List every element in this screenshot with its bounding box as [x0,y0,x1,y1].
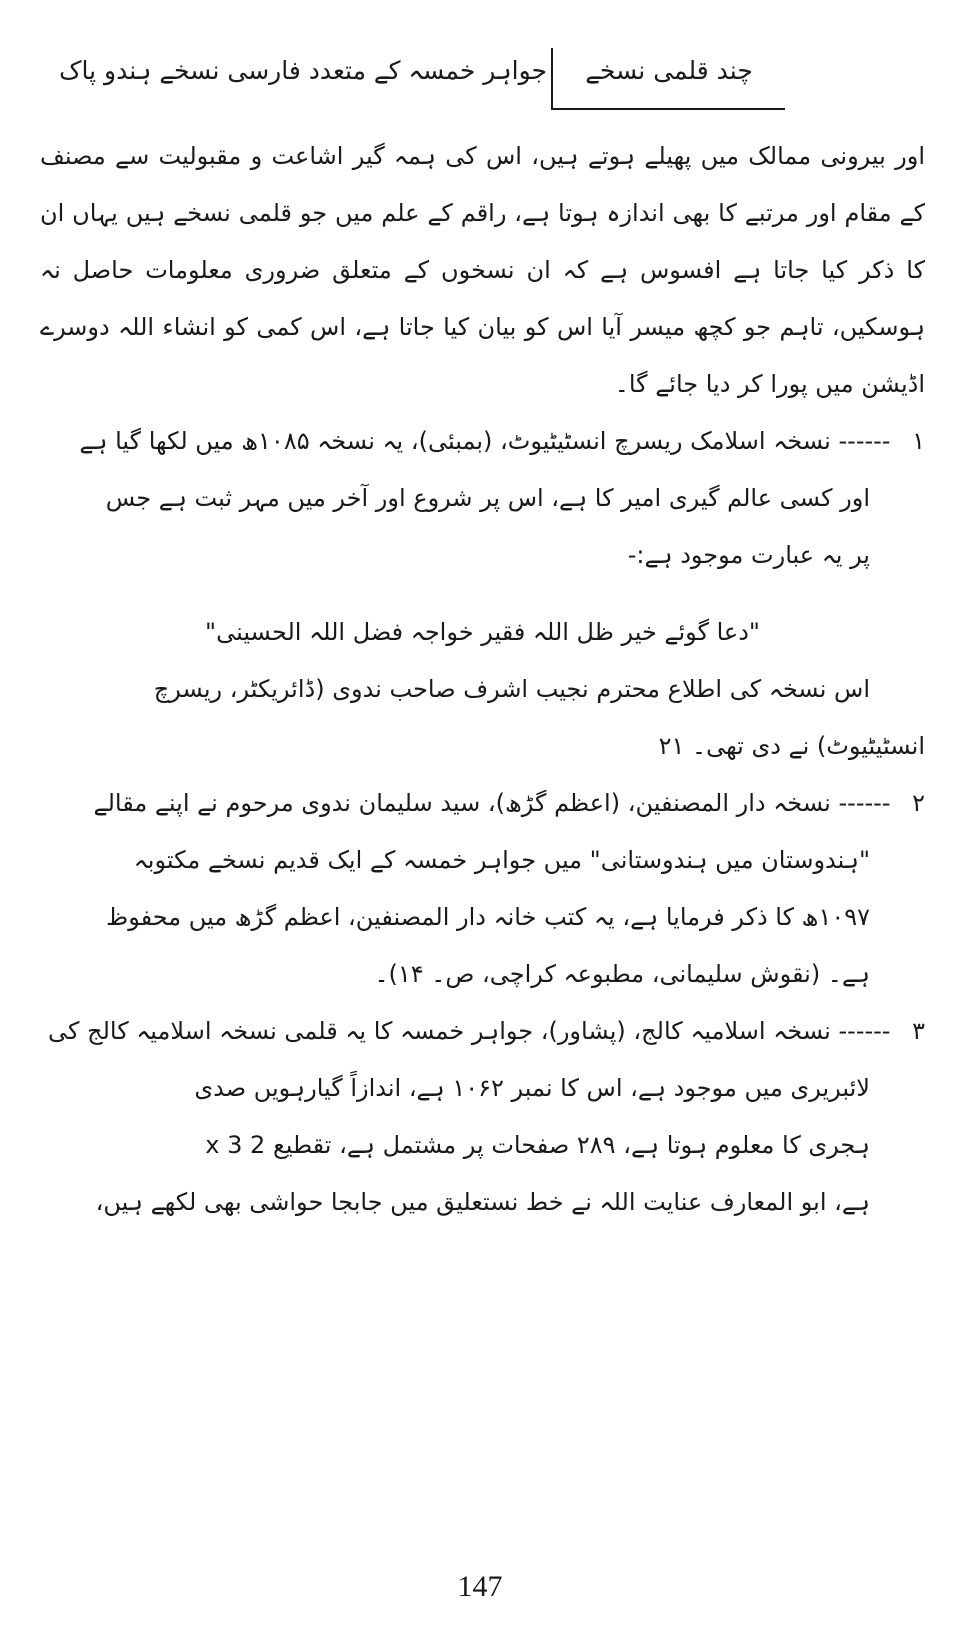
paragraph-line: اڈیشن میں پورا کر دیا جائے گا۔ [614,370,925,398]
item-text: نسخہ دار المصنفین، (اعظم گڑھ)، سید سلیمان ندوی مرحوم نے اپنے مقالے [93,789,831,817]
item-number: ۱ [912,427,925,455]
item-dash: ------ [838,1017,891,1045]
paragraph-line: اور بیرونی ممالک میں پھیلے ہوتے ہیں، اس کی ہمہ گیر اشاعت و مقبولیت سے مصنف [40,142,925,170]
running-title: جواہر خمسہ کے متعدد فارسی نسخے ہندو پاک [59,56,547,85]
item-line: "ہندوستان میں ہندوستانی" میں جواہر خمسہ کے ایک قدیم نسخے مکتوبہ [133,846,870,874]
item-dash: ------ [838,789,891,817]
item-line: اور کسی عالم گیری امیر کا ہے، اس پر شروع اور آخر میں مہر ثبت ہے جس [105,484,870,512]
page-number: 147 [457,1570,503,1603]
list-item-1-first-line [40,413,925,470]
section-title: چند قلمی نسخے [585,56,753,85]
item-line: ہے۔ (نقوش سلیمانی، مطبوعہ کراچی، ص۔ ۱۴)۔ [374,960,870,988]
item-text: نسخہ اسلامک ریسرچ انسٹیٹیوٹ، (بمبئی)، یہ نسخہ ۱۰۸۵ھ میں لکھا گیا ہے [79,427,831,455]
header-vertical-rule [551,48,553,110]
item-line: لائبریری میں موجود ہے، اس کا نمبر ۱۰۶۲ ہے، اندازاً گیارہویں صدی [194,1074,870,1102]
item-number: ۳ [912,1017,925,1045]
list-item-3-first-line [40,1003,925,1060]
paragraph-line: کے مقام اور مرتبے کا بھی اندازہ ہوتا ہے، راقم کے علم میں جو قلمی نسخے ہیں یہاں ان [40,199,925,227]
paragraph-line: کا ذکر کیا جاتا ہے افسوس ہے کہ ان نسخوں کے متعلق ضروری معلومات حاصل نہ [40,256,925,284]
item-line: ۱۰۹۷ھ کا ذکر فرمایا ہے، یہ کتب خانہ دار المصنفین، اعظم گڑھ میں محفوظ [106,903,870,931]
page-body [40,128,925,1231]
header-underline [551,108,785,110]
item-line: ہجری کا معلوم ہوتا ہے، ۲۸۹ صفحات پر مشتمل ہے، تقطیع 2 x 3 [205,1131,870,1159]
item-text: نسخہ اسلامیہ کالج، (پشاور)، جواہر خمسہ کا یہ قلمی نسخہ اسلامیہ کالج کی [48,1017,831,1045]
list-item-2-first-line [40,775,925,832]
note-line: اس نسخہ کی اطلاع محترم نجیب اشرف صاحب ندوی (ڈائریکٹر، ریسرچ [153,675,870,703]
item-line: پر یہ عبارت موجود ہے:- [627,541,870,569]
paragraph-line: ہوسکیں، تاہم جو کچھ میسر آیا اس کو بیان کیا جاتا ہے، اس کمی کو انشاء اللہ دوسرے [40,313,925,341]
note-line: انسٹیٹیوٹ) نے دی تھی۔ ۲۱ [658,732,925,760]
running-header [59,48,785,110]
item-number: ۲ [912,789,925,817]
item-dash: ------ [838,427,891,455]
item-line: ہے، ابو المعارف عنایت اللہ نے خط نستعلیق میں جابجا حواشی بھی لکھے ہیں، [95,1188,870,1216]
seal-inscription: "دعا گوئے خیر ظل اللہ فقیر خواجہ فضل اللہ الحسینی" [205,618,760,646]
